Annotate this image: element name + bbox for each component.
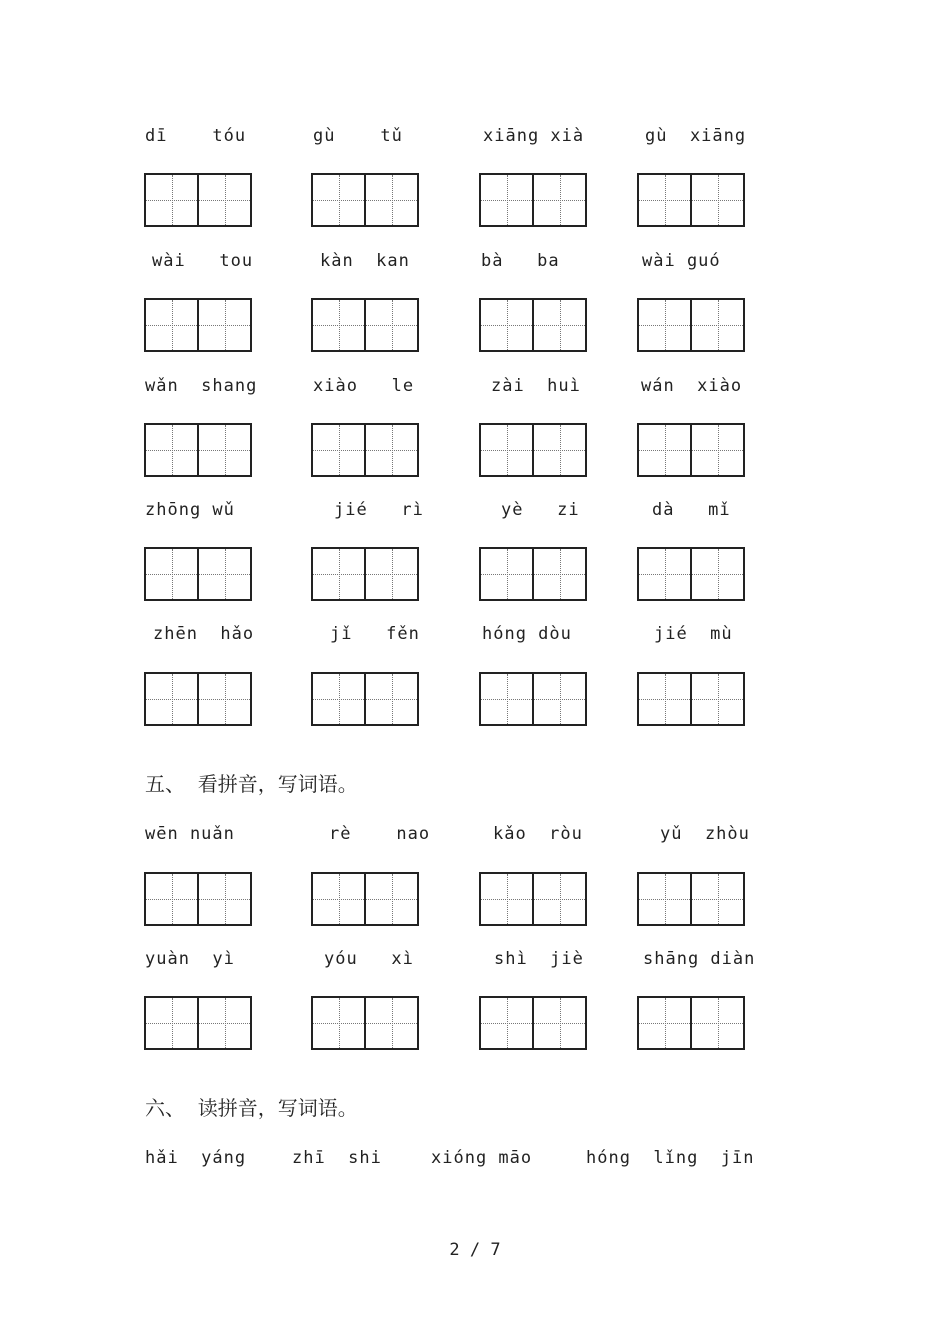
writing-grid[interactable] xyxy=(637,872,745,926)
pinyin-label: gù tǔ xyxy=(313,126,403,146)
pinyin-label: xióng māo xyxy=(431,1148,533,1168)
writing-grid[interactable] xyxy=(144,872,252,926)
writing-grid[interactable] xyxy=(144,996,252,1050)
writing-grid[interactable] xyxy=(311,547,419,601)
pinyin-label: wán xiào xyxy=(641,376,743,396)
pinyin-label: shì jiè xyxy=(494,949,584,969)
pinyin-label: xiào le xyxy=(313,376,415,396)
writing-grid[interactable] xyxy=(144,423,252,477)
pinyin-label: zài huì xyxy=(491,376,581,396)
pinyin-label: hóng dòu xyxy=(482,624,572,644)
writing-grid[interactable] xyxy=(479,547,587,601)
writing-grid[interactable] xyxy=(637,423,745,477)
pinyin-label: bà ba xyxy=(481,251,560,271)
pinyin-label: dà mǐ xyxy=(652,500,731,520)
section-heading: 六、 读拼音，写词语。 xyxy=(145,1096,358,1120)
writing-grid[interactable] xyxy=(637,996,745,1050)
pinyin-label: zhōng wǔ xyxy=(145,500,235,520)
pinyin-label: yǔ zhòu xyxy=(660,824,750,844)
pinyin-label: hóng lǐng jīn xyxy=(586,1148,755,1168)
pinyin-label: kǎo ròu xyxy=(493,824,583,844)
pinyin-label: zhī shi xyxy=(292,1148,382,1168)
writing-grid[interactable] xyxy=(144,547,252,601)
writing-grid[interactable] xyxy=(479,298,587,352)
pinyin-label: hǎi yáng xyxy=(145,1148,247,1168)
pinyin-label: kàn kan xyxy=(320,251,410,271)
writing-grid[interactable] xyxy=(479,672,587,726)
writing-grid[interactable] xyxy=(144,298,252,352)
pinyin-label: shāng diàn xyxy=(643,949,756,969)
writing-grid[interactable] xyxy=(311,298,419,352)
pinyin-label: xiāng xià xyxy=(483,126,585,146)
pinyin-label: rè nao xyxy=(329,824,431,844)
pinyin-label: zhēn hǎo xyxy=(153,624,255,644)
pinyin-label: wēn nuǎn xyxy=(145,824,235,844)
pinyin-label: gù xiāng xyxy=(645,126,747,146)
pinyin-label: dī tóu xyxy=(145,126,247,146)
writing-grid[interactable] xyxy=(311,996,419,1050)
pinyin-label: jié rì xyxy=(334,500,424,520)
writing-grid[interactable] xyxy=(311,672,419,726)
pinyin-label: jǐ fěn xyxy=(330,624,420,644)
pinyin-label: yuàn yì xyxy=(145,949,235,969)
pinyin-label: wài guó xyxy=(642,251,721,271)
writing-grid[interactable] xyxy=(479,996,587,1050)
page-number: 2 / 7 xyxy=(449,1240,501,1260)
pinyin-label: wǎn shang xyxy=(145,376,258,396)
writing-grid[interactable] xyxy=(311,872,419,926)
section-heading: 五、 看拼音，写词语。 xyxy=(145,772,358,796)
writing-grid[interactable] xyxy=(144,173,252,227)
writing-grid[interactable] xyxy=(311,423,419,477)
writing-grid[interactable] xyxy=(637,298,745,352)
pinyin-label: jié mù xyxy=(654,624,733,644)
writing-grid[interactable] xyxy=(479,173,587,227)
writing-grid[interactable] xyxy=(311,173,419,227)
writing-grid[interactable] xyxy=(637,547,745,601)
pinyin-label: yè zi xyxy=(501,500,580,520)
writing-grid[interactable] xyxy=(479,423,587,477)
writing-grid[interactable] xyxy=(637,672,745,726)
pinyin-label: yóu xì xyxy=(324,949,414,969)
writing-grid[interactable] xyxy=(144,672,252,726)
writing-grid[interactable] xyxy=(637,173,745,227)
pinyin-label: wài tou xyxy=(152,251,254,271)
writing-grid[interactable] xyxy=(479,872,587,926)
